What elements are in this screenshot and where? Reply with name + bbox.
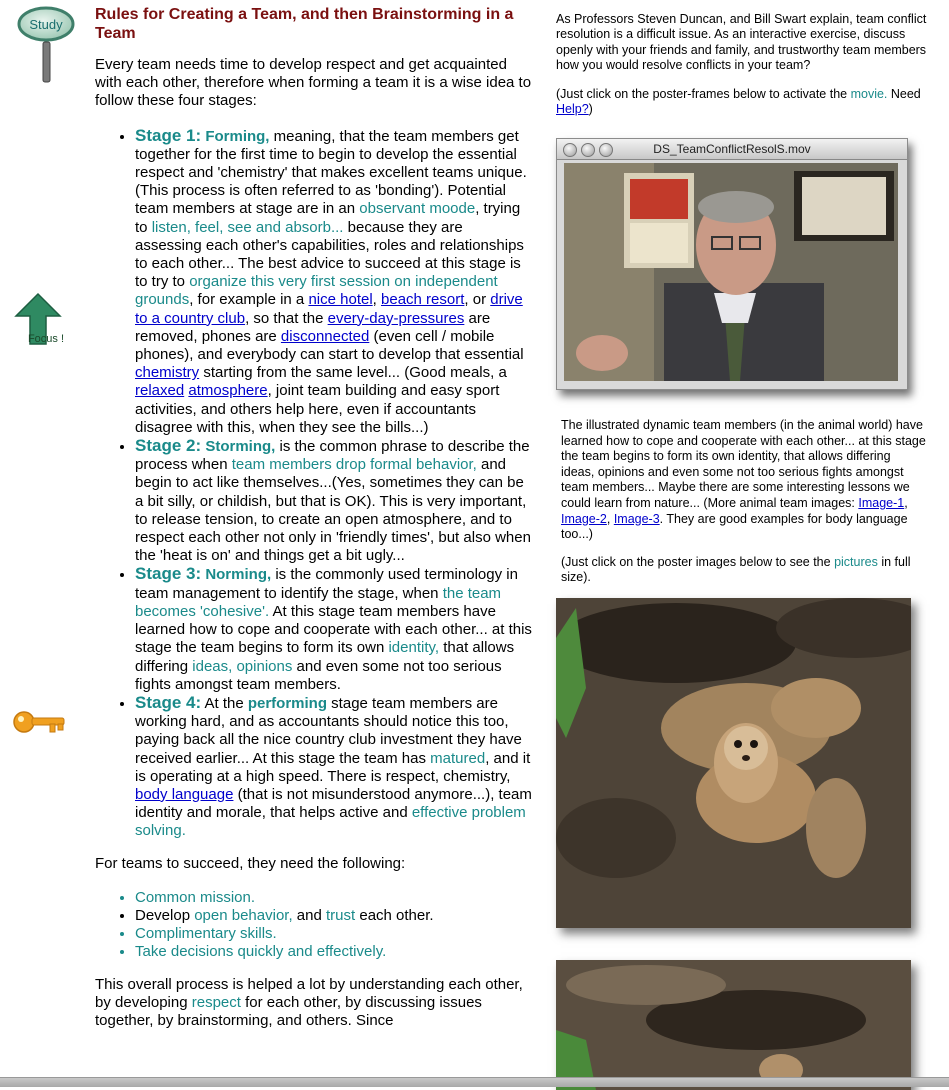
stage-4-text: , and it is operating at a high speed. There is respect, chemistry, xyxy=(135,749,531,785)
stage-4-item xyxy=(135,694,532,841)
stage-3-label: Stage 3: xyxy=(135,564,202,584)
study-label: Study xyxy=(29,17,63,32)
video-filename: DS_TeamConflictResolS.mov xyxy=(653,142,811,156)
stage-3-name: Norming, xyxy=(205,566,272,584)
stage-2-name: Storming, xyxy=(205,438,276,456)
zoom-dot-icon[interactable] xyxy=(599,143,613,157)
stage-1-text: , for example in a xyxy=(189,291,309,309)
every-day-pressures-link[interactable]: every-day-pressures xyxy=(327,309,465,327)
listen-feel-text: listen, feel, see and absorb... xyxy=(151,218,344,236)
observant-mood-text: observant moode xyxy=(359,200,476,218)
study-magnifier-icon[interactable] xyxy=(16,6,76,84)
drop-formal-behavior-text: team members drop formal behavior, xyxy=(231,456,477,474)
movie-instructions-text: (Just click on the poster-frames below to activate the xyxy=(556,86,851,101)
movie-text: movie. xyxy=(850,86,888,101)
movie-instructions-text: Need xyxy=(887,86,921,101)
needs-intro: For teams to succeed, they need the following: xyxy=(95,854,406,872)
image-1-link[interactable]: Image-1 xyxy=(858,495,905,510)
stage-4-text: At the xyxy=(201,694,248,712)
professors-paragraph: As Professors Steven Duncan, and Bill Swart explain, team conflict resolution is a difficult issue. As an interactive exercise, discuss openly with your friends and family, and trustworthy team members how you would resolve conflicts in your team? xyxy=(556,12,927,73)
page-title: Rules for Creating a Team, and then Brainstorming in a Team xyxy=(95,6,514,42)
stage-1-text: , or xyxy=(464,291,491,309)
stage-4-name: performing xyxy=(247,694,328,712)
main-article xyxy=(95,5,532,1046)
stage-1-text: (even cell / mobile phones), and everybody can start to develop that essential xyxy=(135,327,524,364)
need-common-mission: • Common mission. xyxy=(135,889,532,907)
organize-session-text: organize this very first session on independent grounds xyxy=(135,273,498,309)
effective-problem-solving-text: effective problem solving. xyxy=(135,804,526,840)
identity-text: identity, xyxy=(388,639,440,657)
animal-team-text: The illustrated dynamic team members (in the animal world) have learned how to cope and cooperate with each other... at this stage the team begins to form its own identity, that allows differing ideas, opinions and even some not too serious fights amongst team members... Maybe there are some interesting lessons we could learn from nature... (More animal team images: xyxy=(561,418,926,510)
atmosphere-link[interactable]: atmosphere xyxy=(188,382,268,400)
trust-text: trust xyxy=(326,906,356,924)
focus-label: Focus ! xyxy=(27,333,65,345)
need-take-decisions: • Take decisions quickly and effectively. xyxy=(135,943,532,961)
image-2-link[interactable]: Image-2 xyxy=(561,511,607,526)
stage-1-text: , joint team building and easy sport activities, and others help here, even if accountants disagree with this, when they see the bills...) xyxy=(135,382,500,436)
image-3-link[interactable]: Image-3 xyxy=(613,511,660,526)
pictures-instructions xyxy=(561,555,927,586)
needs-list xyxy=(95,889,532,962)
stage-2-text: is the common phrase to describe the process when xyxy=(135,438,530,474)
need-text: each other. xyxy=(355,906,434,924)
need-complimentary-skills: • Complimentary skills. xyxy=(135,925,532,943)
stage-2-text: and begin to act like themselves...(Yes, sometimes they can be a bit silly, or childish, but that is OK). This is very important, to release tension, to create an open atmosphere, and to respect each other not only in 'friendly times', but also when the 'heat is on' and things get a bit ugly... xyxy=(135,456,531,565)
stage-2-label: Stage 2: xyxy=(135,436,202,456)
stage-1-text: are removed, phones are xyxy=(135,309,491,345)
stage-1-text: starting from the same level... (Good meals, a xyxy=(199,364,507,382)
sidebar-intro xyxy=(556,12,940,130)
chemistry-link[interactable]: chemistry xyxy=(135,364,200,382)
video-poster-frame[interactable] xyxy=(564,163,898,381)
stage-3-item xyxy=(135,565,532,693)
meerkat-poster-image-1[interactable] xyxy=(556,598,911,928)
focus-arrow-icon[interactable] xyxy=(12,292,70,350)
stage-1-text: meaning, that the team members get together for the first time to begin to develop the essential respect and 'chemistry' that makes excellent teams unique. (This process is often referred to as 'bonding'). Potential team members at stage are in an xyxy=(135,127,527,218)
help-link[interactable]: Help? xyxy=(556,102,589,117)
stage-3-text: At this stage team members have learned how to cope and cooperate with each other... at this stage the team begins to form its own xyxy=(135,602,532,657)
closing-text: This overall process is helped a lot by understanding each other, by developing xyxy=(95,975,523,1011)
disconnected-link[interactable]: disconnected xyxy=(280,327,370,345)
close-dot-icon[interactable] xyxy=(563,143,577,157)
pictures-instructions-text: in full size). xyxy=(561,554,911,585)
matured-text: matured xyxy=(430,749,486,767)
closing-text: for each other, by discussing issues together, by brainstorming, and others. Since xyxy=(95,993,482,1029)
stage-1-name: Forming, xyxy=(205,127,270,145)
intro-paragraph: Every team needs time to develop respect and get acquainted with each other, therefore when forming a team it is a wise idea to follow these four stages: xyxy=(95,56,532,110)
video-player-window[interactable] xyxy=(556,138,908,390)
need-text: and xyxy=(292,906,326,924)
stage-1-text: because they are assessing each other's capabilities, roles and relationships to each other... The best advice to succeed at this stage is to try to xyxy=(135,218,524,291)
pictures-text: pictures xyxy=(834,554,878,569)
separator: , xyxy=(606,511,614,526)
animal-team-section xyxy=(561,418,927,598)
stage-3-text: and even some not too serious fights amongst team members. xyxy=(135,657,502,693)
need-open-behavior xyxy=(135,907,532,925)
relaxed-link[interactable]: relaxed xyxy=(135,382,185,400)
stage-1-label: Stage 1: xyxy=(135,125,202,145)
stage-4-label: Stage 4: xyxy=(135,692,202,712)
body-language-link[interactable]: body language xyxy=(135,785,234,803)
stage-3-text: that allows differing xyxy=(135,639,515,675)
cohesive-text: the team becomes 'cohesive'. xyxy=(135,584,502,620)
stage-1-text: , trying to xyxy=(135,200,521,236)
beach-resort-link[interactable]: beach resort xyxy=(381,291,465,309)
separator: , xyxy=(904,495,908,510)
pictures-instructions-text: (Just click on the poster images below to see the xyxy=(561,554,835,569)
stage-4-text: (that is not misunderstood anymore...), team identity and morale, that helps active and xyxy=(135,785,532,822)
window-buttons[interactable] xyxy=(563,143,617,163)
meerkat-poster-image-2[interactable] xyxy=(556,960,911,1090)
country-club-link[interactable]: drive to a country club xyxy=(135,291,523,327)
stage-4-text: stage team members are working hard, and as accountants should notice this too, paying back all the nice country club investment they have received earlier... At this stage the team has xyxy=(135,694,522,767)
respect-text: respect xyxy=(191,993,241,1011)
open-behavior-text: open behavior, xyxy=(194,906,293,924)
stage-1-text: , xyxy=(372,291,382,309)
minimize-dot-icon[interactable] xyxy=(581,143,595,157)
ideas-opinions-text: ideas, opinions xyxy=(192,657,293,675)
stage-1-text: , so that the xyxy=(245,309,328,327)
stage-1-item xyxy=(135,127,532,437)
video-titlebar xyxy=(557,139,907,160)
stage-3-text: is the commonly used terminology in team management to identify the stage, when xyxy=(135,566,518,602)
stages-list xyxy=(95,127,532,841)
animal-team-text: . They are good examples for body language too...) xyxy=(561,511,908,542)
key-icon[interactable] xyxy=(12,704,68,740)
animal-team-paragraph xyxy=(561,418,927,543)
stage-2-item xyxy=(135,437,532,565)
closing-paragraph xyxy=(95,976,532,1031)
movie-instructions-text: ) xyxy=(588,102,593,117)
nice-hotel-link[interactable]: nice hotel xyxy=(308,291,373,309)
movie-instructions xyxy=(556,87,940,118)
need-text: Develop xyxy=(135,906,195,924)
